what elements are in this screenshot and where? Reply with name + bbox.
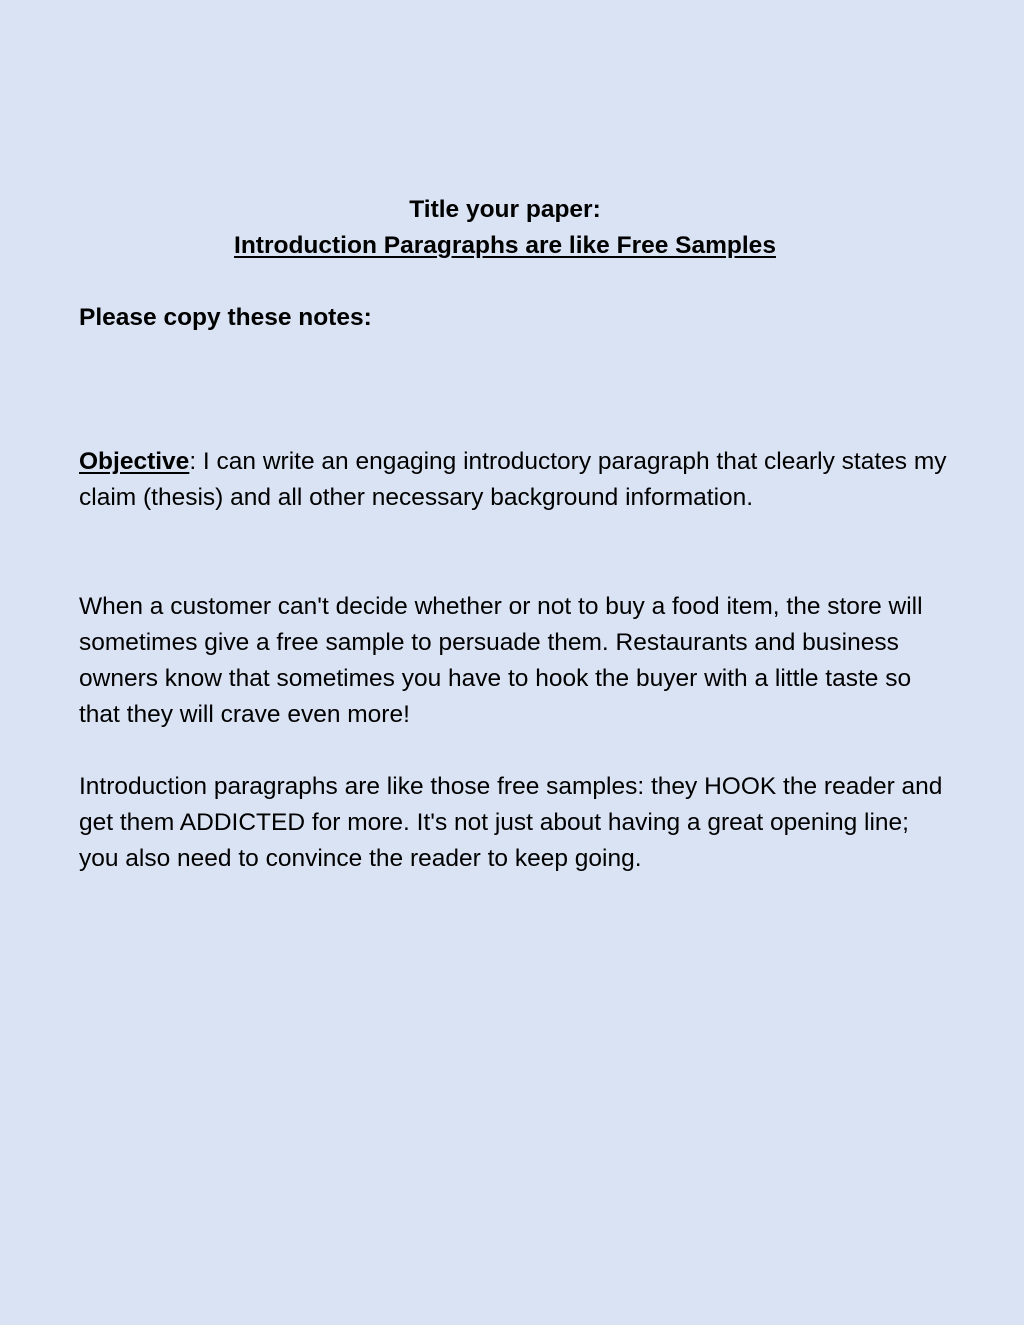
paper-title: Introduction Paragraphs are like Free Samples [234,232,776,259]
free-sample-paragraph: When a customer can't decide whether or not to buy a food item, the store will sometimes give a free sample to persuade them. Restaurants and business owners know that sometimes you have to hook the buyer with a little taste so that they will crave even more! [79,593,923,728]
page-header [0,192,1010,264]
objective-paragraph [79,444,949,516]
objective-text: : I can write an engaging introductory paragraph that clearly states my claim (thesis) and all other necessary background information. [79,448,947,511]
paper-title-instruction: Title your paper: [409,196,601,223]
objective-label: Objective [79,448,190,475]
introduction-paragraph: Introduction paragraphs are like those free samples: they HOOK the reader and get them ADDICTED for more. It's not just about having a great opening line; you also need to convince the reader to keep going. [79,773,943,872]
notes-heading: Please copy these notes: [79,304,372,331]
